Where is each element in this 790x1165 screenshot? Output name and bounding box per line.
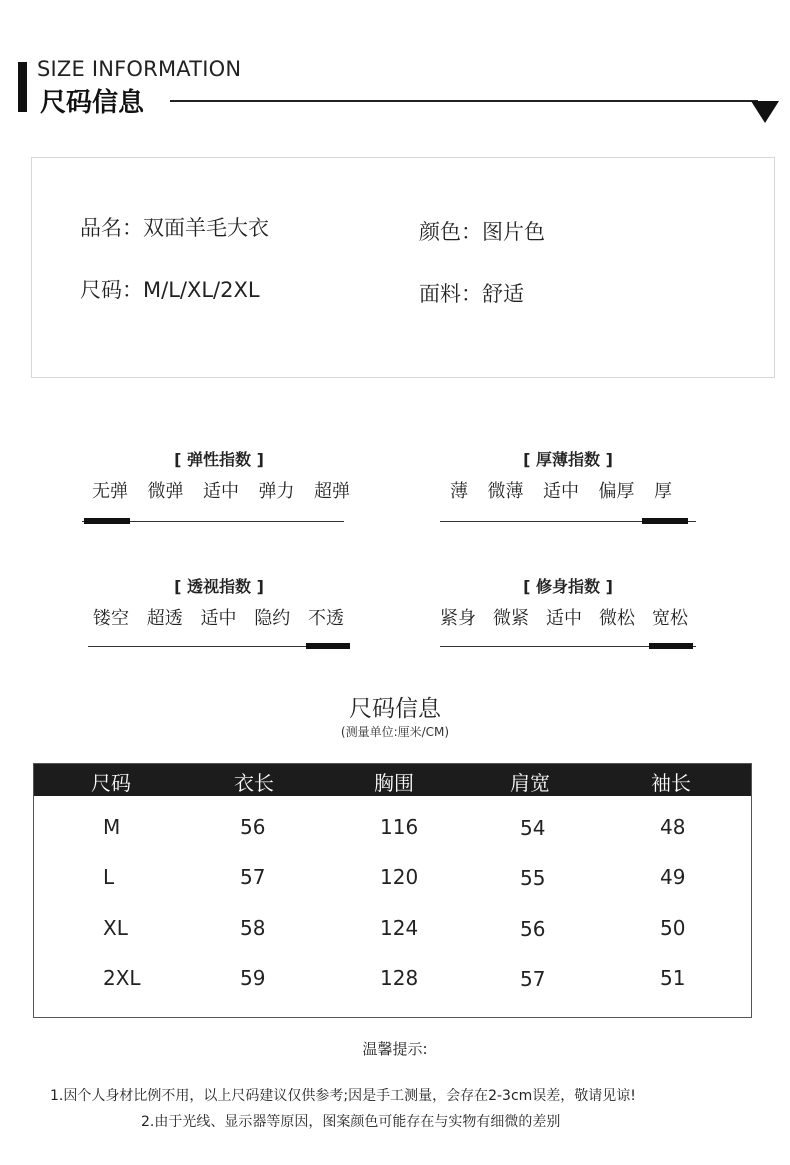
note-item: 1.因个人身材比例不用，以上尺码建议仅供参考;因是手工测量，会存在2-3cm误差，敬请见谅! (50, 1088, 636, 1104)
table-cell: M (103, 815, 121, 839)
product-info-box (31, 157, 775, 378)
scale-option: 镂空 (93, 608, 129, 629)
scale-selected-marker (642, 518, 688, 524)
table-cell: 57 (520, 967, 546, 991)
table-header-cell: 衣长 (234, 771, 274, 795)
scale-option: 厚 (654, 481, 672, 502)
notes-title: 温馨提示: (362, 1040, 428, 1058)
scale-selected-marker (649, 643, 693, 649)
table-header-cell: 胸围 (374, 771, 414, 795)
scale-title: [ 透视指数 ] (174, 577, 264, 596)
scale-option: 适中 (203, 481, 239, 502)
size-table (33, 763, 752, 1018)
scale-title: [ 弹性指数 ] (174, 450, 264, 469)
table-cell: 49 (660, 865, 686, 889)
table-header-cell: 袖长 (651, 771, 691, 795)
scale-option: 弹力 (258, 481, 295, 502)
table-header-cell: 尺码 (91, 771, 131, 795)
table-cell: 128 (380, 966, 419, 990)
product-color: 颜色：图片色 (419, 220, 545, 244)
size-table-unit: (测量单位:厘米/CM) (340, 725, 450, 739)
table-header-row (34, 764, 751, 796)
table-cell: 116 (380, 815, 419, 839)
scale-option: 宽松 (652, 608, 688, 629)
header-title-en: SIZE INFORMATION (37, 57, 242, 81)
transparency-scale (88, 574, 350, 654)
scale-option: 适中 (543, 481, 579, 502)
scale-title: [ 修身指数 ] (523, 577, 613, 596)
scale-option: 无弹 (92, 481, 128, 502)
scale-option: 微紧 (493, 608, 529, 629)
header-divider (170, 100, 758, 102)
elasticity-scale (84, 447, 354, 527)
scale-option: 偏厚 (598, 481, 635, 502)
table-cell: 50 (660, 916, 686, 940)
scale-option: 适中 (546, 608, 582, 629)
scale-selected-marker (306, 643, 350, 649)
scale-option: 适中 (200, 608, 237, 629)
scale-option: 隐约 (254, 608, 291, 629)
table-cell: 2XL (103, 966, 141, 990)
scale-option: 紧身 (440, 608, 476, 629)
table-cell: 51 (660, 966, 686, 990)
scale-option: 微弹 (147, 481, 184, 502)
header-title-cn: 尺码信息 (40, 88, 145, 118)
product-size: 尺码：M/L/XL/2XL (80, 278, 260, 302)
size-table-title: 尺码信息 (349, 696, 441, 722)
scale-selected-marker (84, 518, 130, 524)
scale-option: 不透 (308, 608, 344, 629)
fit-scale (440, 574, 696, 654)
header-accent-bar (18, 62, 27, 112)
header-triangle-icon (751, 101, 779, 123)
product-name: 品名：双面羊毛大衣 (80, 216, 269, 240)
table-cell: XL (103, 916, 128, 940)
note-item: 2.由于光线、显示器等原因，图案颜色可能存在与实物有细微的差别 (141, 1114, 561, 1130)
scale-option: 超透 (146, 608, 183, 629)
table-cell: 59 (240, 966, 266, 990)
table-cell: 54 (520, 816, 546, 840)
table-cell: 55 (520, 866, 546, 890)
table-cell: 57 (240, 865, 266, 889)
table-cell: 56 (520, 917, 546, 941)
table-header-cell: 肩宽 (510, 771, 550, 795)
scale-option: 微薄 (487, 481, 524, 502)
scale-title: [ 厚薄指数 ] (523, 450, 613, 469)
table-cell: 56 (240, 815, 266, 839)
table-cell: 120 (380, 865, 419, 889)
table-cell: L (103, 865, 115, 889)
product-fabric: 面料：舒适 (419, 282, 524, 306)
table-cell: 124 (380, 916, 419, 940)
scale-option: 超弹 (314, 481, 350, 502)
scale-option: 薄 (450, 481, 468, 502)
thickness-scale (440, 447, 696, 527)
table-cell: 48 (660, 815, 686, 839)
scale-option: 微松 (599, 608, 635, 629)
table-cell: 58 (240, 916, 266, 940)
